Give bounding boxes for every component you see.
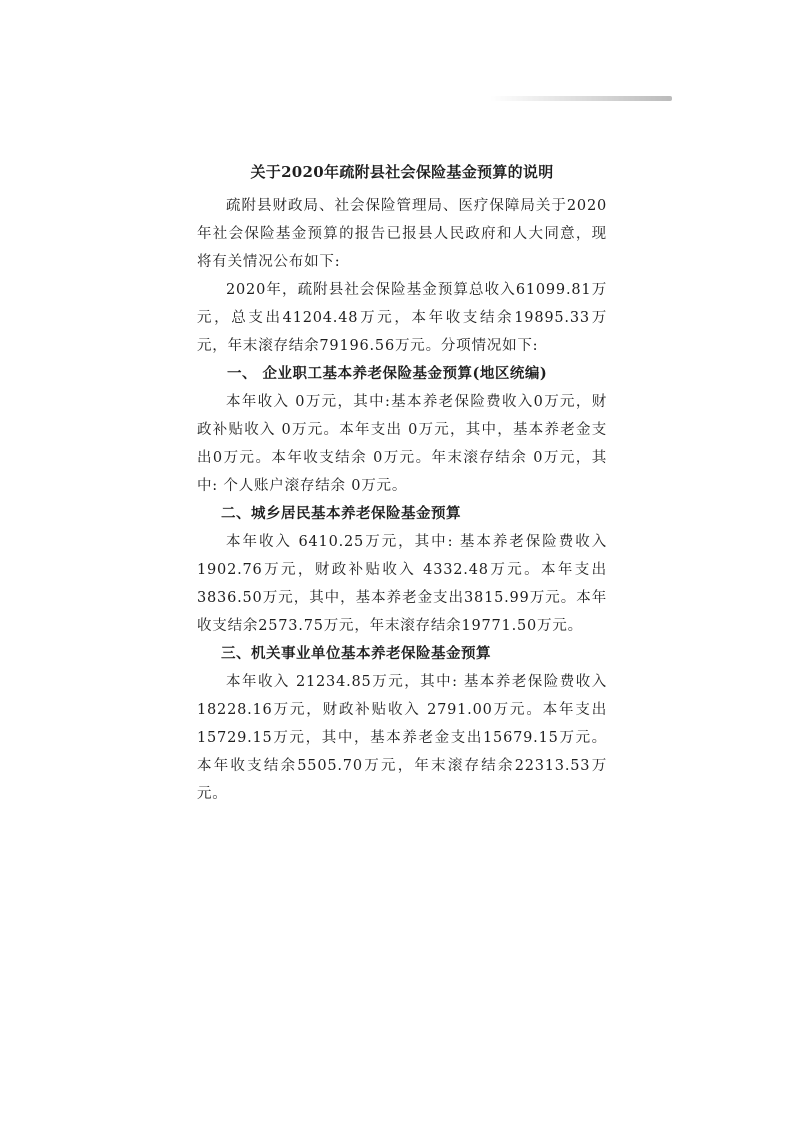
scan-edge-artifact: [490, 96, 672, 101]
section-heading: 二、城乡居民基本养老保险基金预算: [221, 505, 461, 522]
document-body: [197, 160, 607, 808]
section-enterprise-pension: [197, 360, 607, 500]
section-urban-rural-pension: [197, 500, 607, 640]
section-body: 本年收入 0万元，其中:基本养老保险费收入0万元，财政补贴收入 0万元。本年支出 0万元，其中，基本养老金支出0万元。本年收支结余 0万元。年末滚存结余 0万元，其中: 个人账户滚存结余 0万元。: [197, 394, 607, 494]
document-title: 关于2020年疏附县社会保险基金预算的说明: [250, 163, 554, 181]
section-body: 本年收入 21234.85万元，其中: 基本养老保险费收入18228.16万元，财政补贴收入 2791.00万元。本年支出15729.15万元，其中，基本养老金支出15679.15万元。本年收支结余5505.70万元，年末滚存结余22313.53万元。: [197, 674, 607, 802]
section-institution-pension: [197, 640, 607, 808]
summary-paragraph: 2020年，疏附县社会保险基金预算总收入61099.81万元，总支出41204.48万元，本年收支结余19895.33万元，年末滚存结余79196.56万元。分项情况如下:: [197, 282, 607, 354]
section-body: 本年收入 6410.25万元，其中: 基本养老保险费收入1902.76万元，财政补贴收入 4332.48万元。本年支出3836.50万元，其中，基本养老金支出3815.99万元。本年收支结余2573.75万元，年末滚存结余19771.50万元。: [197, 534, 607, 634]
section-heading: 一、 企业职工基本养老保险基金预算(地区统编): [227, 365, 548, 382]
intro-paragraph: 疏附县财政局、社会保险管理局、医疗保障局关于2020年社会保险基金预算的报告已报县人民政府和人大同意，现将有关情况公布如下:: [197, 198, 607, 270]
section-heading: 三、机关事业单位基本养老保险基金预算: [221, 645, 491, 662]
